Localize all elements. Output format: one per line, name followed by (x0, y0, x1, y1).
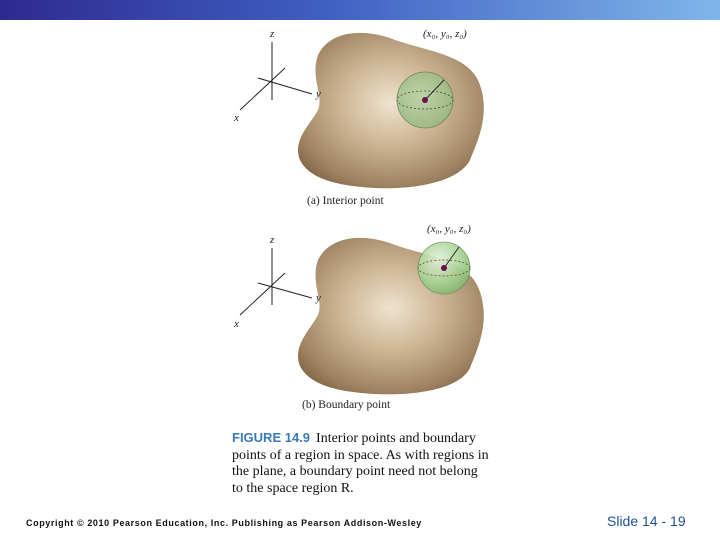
x-axis-b (240, 273, 285, 315)
axis-label-x-b: x (234, 318, 239, 330)
panel-caption-a: (a) Interior point (307, 195, 384, 207)
axis-label-y: y (316, 88, 321, 100)
point-label-a: (x₀, y₀, z₀) (423, 28, 467, 40)
center-point (422, 97, 428, 103)
axis-label-x: x (234, 112, 239, 124)
axis-label-z: z (270, 28, 275, 40)
panel-b (233, 223, 484, 411)
panel-caption-b: (b) Boundary point (302, 399, 391, 411)
center-point-b (441, 265, 447, 271)
figure-number: FIGURE 14.9 (232, 430, 311, 445)
space-region-a (298, 33, 484, 188)
copyright-footer: Copyright © 2010 Pearson Education, Inc. Publishing as Pearson Addison-Wesley (26, 518, 422, 528)
x-axis (240, 68, 285, 110)
slide-number: Slide 14 - 19 (607, 513, 686, 529)
figure-caption (232, 430, 492, 497)
panel-a (233, 28, 484, 207)
axis-label-z-b: z (270, 234, 275, 246)
figure-caption-text: Interior points and boundary points of a region in space. As with regions in the plane, a boundary point need not belong to the space region R. (232, 431, 489, 496)
point-label-b: (x₀, y₀, z₀) (427, 223, 471, 235)
axis-label-y-b: y (316, 292, 321, 304)
